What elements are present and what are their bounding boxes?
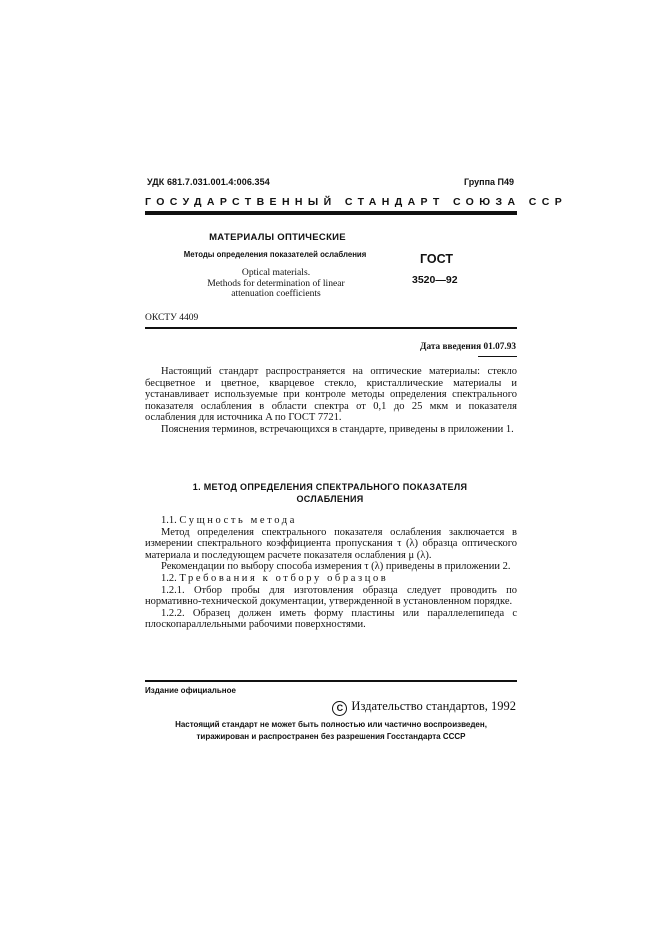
intro-paragraph: Настоящий стандарт распространяется на оптические материалы: стекло бесцветное и цветное, кварцевое стекло, кристаллические материалы и устанавливает используемые при контроле методы определения спектрального показателя ослабления в области спектра от 0,1 до 25 мкм и показателя ослабления для источника A по ГОСТ 7721. [145, 366, 517, 424]
copyright-icon: C [332, 701, 347, 716]
date-underline [478, 356, 517, 357]
gost-number: 3520—92 [412, 274, 458, 286]
english-title-line: Optical materials. [241, 267, 311, 278]
subsection-number: 1.2. [161, 572, 177, 584]
subsection-title: Сущность метода [179, 515, 297, 526]
official-edition-label: Издание официальное [145, 686, 236, 695]
reproduction-notice [143, 719, 519, 743]
english-title-line: Methods for determination of linear [207, 277, 345, 289]
body-paragraph: Метод определения спектрального показателя ослабления заключается в измерении спектрального коэффициента пропускания τ (λ) образца оптического материала и последующем расчете показателя ослабления μ (λ). [145, 526, 517, 561]
intro-paragraph: Пояснения терминов, встречающихся в стандарте, приведены в приложении 1. [161, 423, 514, 435]
oksty-code: ОКСТУ 4409 [145, 313, 199, 323]
subsection-title: Требования к отбору образцов [179, 572, 389, 584]
state-standard-banner: ГОСУДАРСТВЕННЫЙ СТАНДАРТ СОЮЗА ССР [145, 196, 568, 208]
section-heading-line: 1. МЕТОД ОПРЕДЕЛЕНИЯ СПЕКТРАЛЬНОГО ПОКАЗАТЕЛЯ [192, 482, 468, 492]
section-heading-line: ОСЛАБЛЕНИЯ [296, 494, 364, 504]
subsection-heading [145, 573, 517, 585]
body-paragraph: 1.2.1. Отбор пробы для изготовления образца следует проводить по нормативно-технической документации, утвержденной в установленном порядке. [145, 584, 517, 608]
title-block-rule [145, 327, 517, 329]
section-heading [160, 481, 500, 505]
group-code: Группа П49 [463, 177, 514, 187]
body-paragraph: Рекомендации по выбору способа измерения τ (λ) приведены в приложении 2. [161, 561, 511, 573]
header-rule [145, 211, 517, 215]
english-title-line: attenuation coefficients [231, 288, 321, 299]
body-paragraph: 1.2.2. Образец должен иметь форму пластины или параллелепипеда с плоскопараллельными рабочими поверхностями. [145, 607, 517, 631]
document-subtitle: Методы определения показателей ослабления [183, 250, 367, 259]
gost-label: ГОСТ [420, 252, 453, 266]
notice-line: Настоящий стандарт не может быть полностью или частично воспроизведен, [175, 720, 487, 729]
english-title [160, 268, 392, 300]
document-title: МАТЕРИАЛЫ ОПТИЧЕСКИЕ [209, 232, 346, 243]
subsection-heading [145, 515, 517, 527]
subsection-number: 1.1. [161, 515, 177, 526]
footer-rule [145, 680, 517, 682]
intro-text [145, 366, 517, 436]
introduction-date-label: Дата введения [420, 342, 482, 352]
notice-line: тиражирован и распространен без разрешения Госстандарта СССР [196, 732, 466, 741]
copyright-text: Издательство стандартов, 1992 [351, 699, 516, 713]
copyright-line [332, 699, 516, 716]
introduction-date [420, 342, 516, 352]
introduction-date-value: 01.07.93 [483, 342, 516, 352]
udk-code: УДК 681.7.031.001.4:006.354 [147, 177, 270, 187]
section-body [145, 515, 517, 631]
